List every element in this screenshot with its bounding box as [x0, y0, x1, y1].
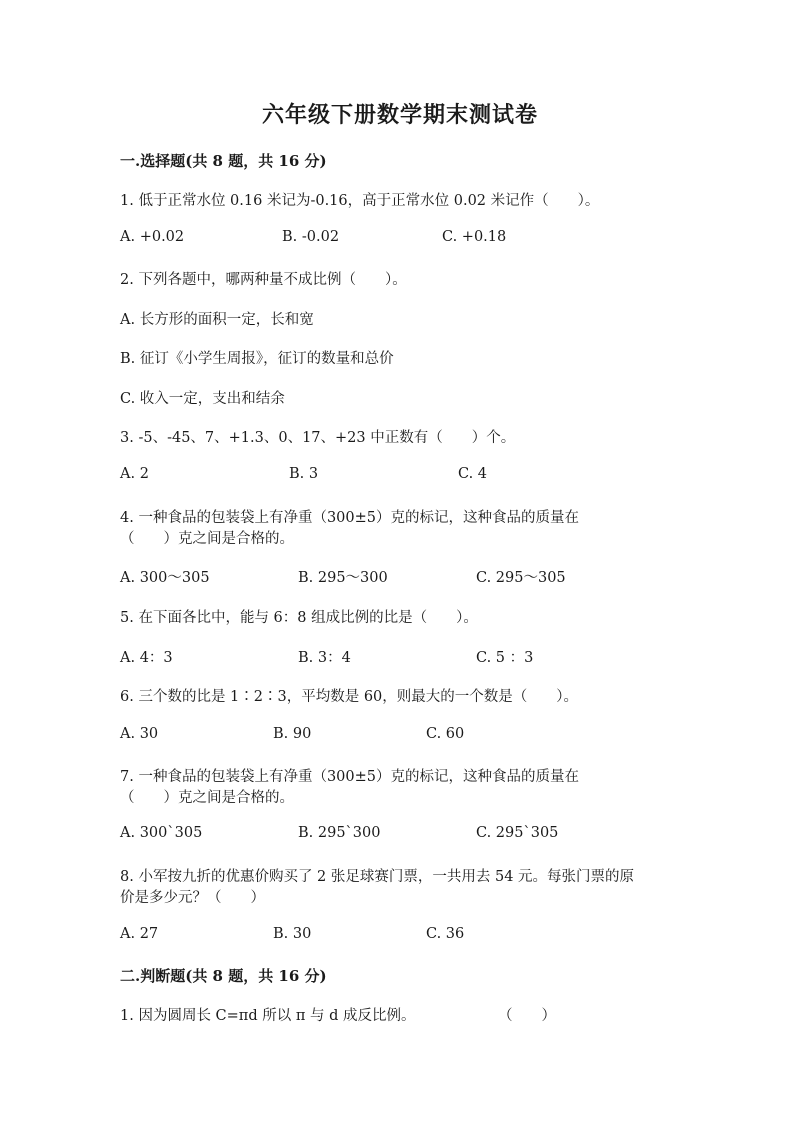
- question-6-option-c: C. 60: [426, 726, 465, 742]
- page-title: 六年级下册数学期末测试卷: [261, 102, 538, 128]
- question-8-text-line2: 价是多少元？（ ）: [120, 890, 265, 906]
- question-6-option-a: A. 30: [120, 726, 159, 742]
- judgment-1-answer-paren: （ ）: [498, 1008, 556, 1024]
- question-2-option-a: A. 长方形的面积一定，长和宽: [120, 312, 314, 328]
- question-4-option-b: B. 295～300: [298, 570, 388, 586]
- question-7-option-b: B. 295`300: [298, 825, 381, 841]
- question-4-text-line2: （ ）克之间是合格的。: [120, 531, 294, 547]
- question-7-text-line2: （ ）克之间是合格的。: [120, 790, 294, 806]
- question-3-option-a: A. 2: [120, 466, 149, 482]
- question-1-option-c: C. +0.18: [442, 229, 507, 245]
- question-4-option-c: C. 295～305: [476, 570, 566, 586]
- question-1-text: 1. 低于正常水位 0.16 米记为-0.16，高于正常水位 0.02 米记作（ ）。: [120, 193, 600, 209]
- question-8-text-line1: 8. 小军按九折的优惠价购买了 2 张足球赛门票，一共用去 54 元。每张门票的原: [120, 869, 635, 885]
- question-3-option-c: C. 4: [458, 466, 488, 482]
- question-4-option-a: A. 300～305: [120, 570, 210, 586]
- question-1-option-a: A. +0.02: [120, 229, 185, 245]
- question-5-option-a: A. 4：3: [120, 650, 173, 666]
- question-8-option-c: C. 36: [426, 926, 465, 942]
- question-8-option-a: A. 27: [120, 926, 159, 942]
- question-1-option-b: B. -0.02: [282, 229, 340, 245]
- judgment-1-text: 1. 因为圆周长 C=πd 所以 π 与 d 成反比例。: [120, 1008, 416, 1024]
- question-7-text-line1: 7. 一种食品的包装袋上有净重（300±5）克的标记，这种食品的质量在: [120, 769, 579, 785]
- question-3-option-b: B. 3: [289, 466, 319, 482]
- section-heading-choice: 一.选择题(共 8 题，共 16 分): [120, 152, 327, 170]
- question-4-text-line1: 4. 一种食品的包装袋上有净重（300±5）克的标记，这种食品的质量在: [120, 510, 579, 526]
- section-heading-true-false: 二.判断题(共 8 题，共 16 分): [120, 967, 327, 985]
- question-3-text: 3. -5、-45、7、+1.3、0、17、+23 中正数有（ ）个。: [120, 430, 516, 446]
- question-7-option-a: A. 300`305: [120, 825, 203, 841]
- question-2-text: 2. 下列各题中，哪两种量不成比例（ ）。: [120, 272, 407, 288]
- question-6-text: 6. 三个数的比是 1∶2∶3，平均数是 60，则最大的一个数是（ ）。: [120, 689, 579, 705]
- question-7-option-c: C. 295`305: [476, 825, 559, 841]
- question-5-option-c: C. 5 ：3: [476, 650, 534, 666]
- question-5-text: 5. 在下面各比中，能与 6：8 组成比例的比是（ ）。: [120, 610, 478, 626]
- question-2-option-c: C. 收入一定，支出和结余: [120, 391, 285, 407]
- question-8-option-b: B. 30: [273, 926, 312, 942]
- question-6-option-b: B. 90: [273, 726, 312, 742]
- question-2-option-b: B. 征订《小学生周报》，征订的数量和总价: [120, 351, 394, 367]
- question-5-option-b: B. 3：4: [298, 650, 351, 666]
